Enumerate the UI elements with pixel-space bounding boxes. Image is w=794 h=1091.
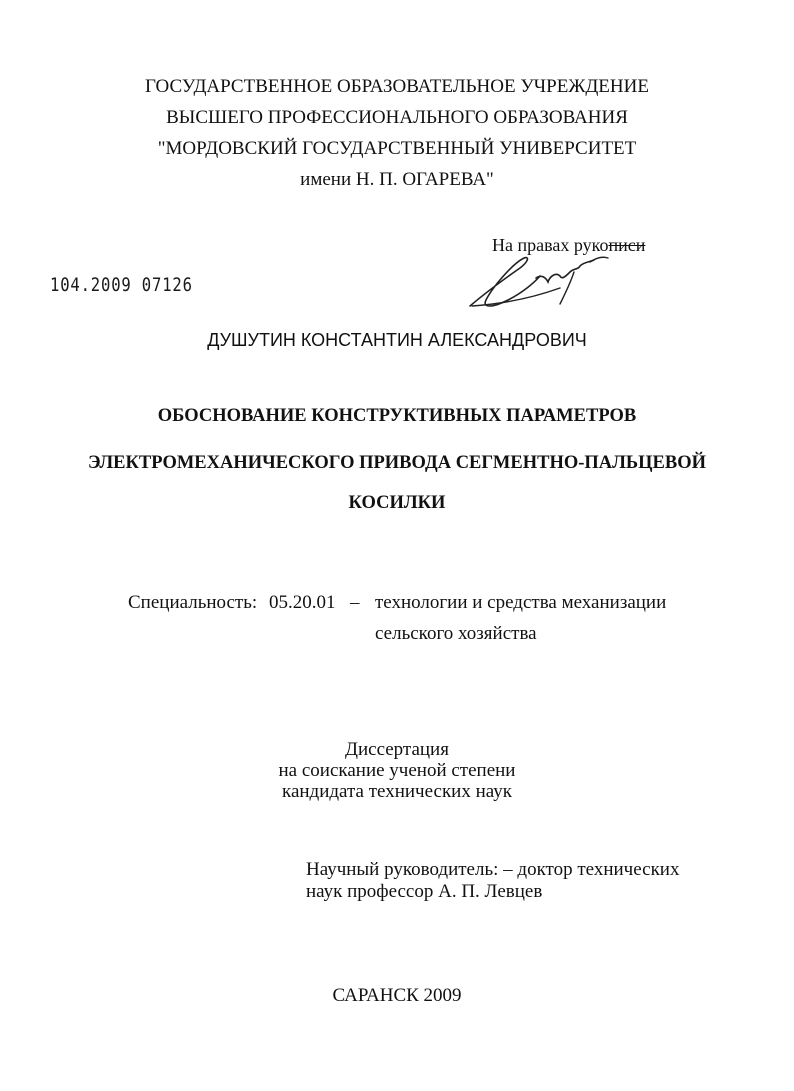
- institution-line-1: ГОСУДАРСТВЕННОЕ ОБРАЗОВАТЕЛЬНОЕ УЧРЕЖДЕНИЕ: [145, 76, 649, 97]
- institution-line-3: "МОРДОВСКИЙ ГОСУДАРСТВЕННЫЙ УНИВЕРСИТЕТ: [157, 138, 637, 159]
- supervisor-line-1: Научный руководитель: – доктор технических: [306, 859, 680, 880]
- dissertation-line-1: Диссертация: [345, 739, 449, 760]
- specialty-code: 05.20.01: [269, 592, 336, 613]
- title-line-3: КОСИЛКИ: [348, 493, 446, 513]
- registration-stamp: 104.2009 07126: [50, 274, 193, 296]
- manuscript-rights-struck: писи: [608, 235, 646, 255]
- signature: [462, 248, 622, 318]
- manuscript-rights-prefix: На правах руко: [492, 235, 609, 255]
- specialty-dash: –: [350, 592, 360, 613]
- title-line-2: ЭЛЕКТРОМЕХАНИЧЕСКОГО ПРИВОДА СЕГМЕНТНО-ПАЛЬЦЕВОЙ: [88, 453, 706, 473]
- institution-line-2: ВЫСШЕГО ПРОФЕССИОНАЛЬНОГО ОБРАЗОВАНИЯ: [166, 107, 628, 128]
- title-line-1: ОБОСНОВАНИЕ КОНСТРУКТИВНЫХ ПАРАМЕТРОВ: [157, 406, 637, 426]
- author-name: ДУШУТИН КОНСТАНТИН АЛЕКСАНДРОВИЧ: [207, 330, 587, 350]
- dissertation-line-2: на соискание ученой степени: [278, 760, 516, 781]
- specialty-label: Специальность:: [128, 592, 258, 613]
- specialty-name-line-2: сельского хозяйства: [375, 623, 537, 644]
- city-year: САРАНСК 2009: [332, 985, 462, 1006]
- specialty-name-line-1: технологии и средства механизации: [375, 592, 667, 613]
- supervisor-line-2: наук профессор А. П. Левцев: [306, 881, 543, 902]
- institution-line-4: имени Н. П. ОГАРЕВА": [300, 169, 494, 190]
- dissertation-line-3: кандидата технических наук: [282, 781, 512, 802]
